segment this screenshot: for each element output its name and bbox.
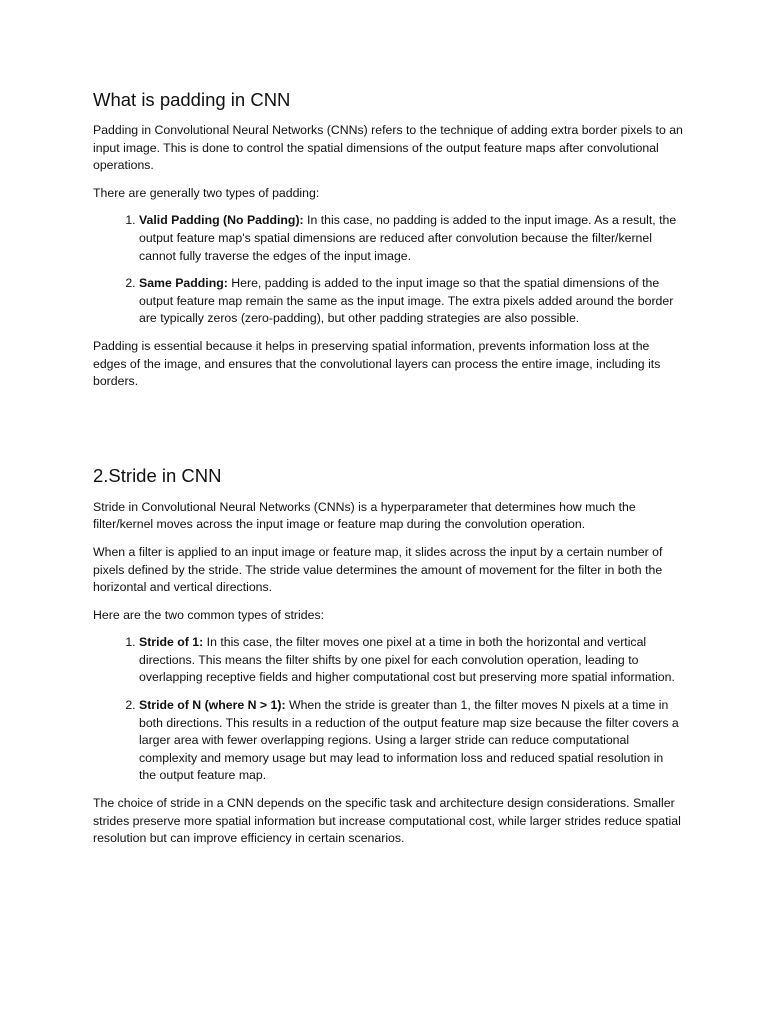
stride-intro: Stride in Convolutional Neural Networks (CNNs) is a hyperparameter that determines how much the filter/kernel moves across the input image or feature map during the convolution operation. [93,499,636,532]
list-item [139,212,683,265]
list-item-term: Stride of N (where N > 1): [139,698,286,713]
padding-types-list [93,212,683,328]
document-page [93,88,683,858]
list-item [139,275,683,328]
list-item [139,697,683,785]
section-spacer [93,401,683,464]
stride-section [93,464,683,848]
list-item-term: Valid Padding (No Padding): [139,213,304,228]
list-item-term: Same Padding: [139,276,228,291]
list-item-text: Here, padding is added to the input image so that the spatial dimensions of the output feature map remain the same as the input image. The extra pixels added around the border are typically zeros (zero-padding), but other padding strategies are also possible. [139,276,674,326]
list-item-term: Stride of 1: [139,635,204,650]
list-item-text: In this case, the filter moves one pixel at a time in both the horizontal and vertical directions. This means the filter shifts by one pixel for each convolution operation, leading to overlapping receptive fields and higher computational cost but preserving more spatial information. [139,635,675,685]
stride-conclusion: The choice of stride in a CNN depends on the specific task and architecture design considerations. Smaller strides preserve more spatial information but increase computational cost, while larger strides reduce spatial resolution but can improve efficiency in certain scenarios. [93,796,681,846]
stride-detail: When a filter is applied to an input image or feature map, it slides across the input by a certain number of pixels defined by the stride. The stride value determines the amount of movement for the filter in both the horizontal and vertical directions. [93,544,663,595]
padding-types-lead: There are generally two types of padding: [93,185,320,200]
stride-types-lead: Here are the two common types of strides: [93,607,325,622]
list-item-text: In this case, no padding is added to the input image. As a result, the output feature map's spatial dimensions are reduced after convolution because the filter/kernel cannot fully traverse the edges of the input image. [139,213,677,263]
padding-section [93,88,683,391]
stride-types-list [93,634,683,785]
padding-heading: What is padding in CNN [93,89,291,110]
list-item [139,634,683,687]
padding-intro: Padding in Convolutional Neural Networks (CNNs) refers to the technique of adding extra border pixels to an input image. This is done to control the spatial dimensions of the output feature maps after convolutional operations. [93,123,683,173]
list-item-text: When the stride is greater than 1, the filter moves N pixels at a time in both directions. This results in a reduction of the output feature map size because the filter covers a larger area with fewer overlapping regions. Using a larger stride can reduce computational complexity and memory usage but may lead to information loss and reduced spatial resolution in the output feature map. [139,698,679,783]
stride-heading: 2.Stride in CNN [93,464,222,486]
padding-conclusion: Padding is essential because it helps in preserving spatial information, prevents information loss at the edges of the image, and ensures that the convolutional layers can process the entire image, including its borders. [93,338,661,389]
